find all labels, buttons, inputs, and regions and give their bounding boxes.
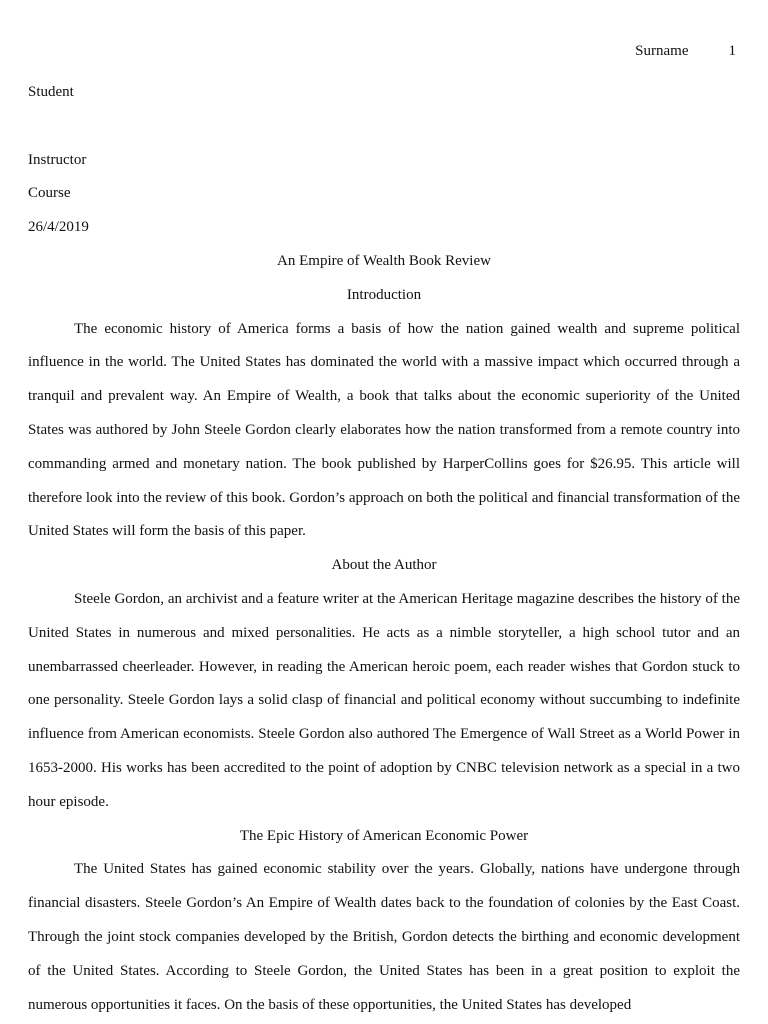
paragraph-introduction: The economic history of America forms a basis of how the nation gained wealth and supreme political influence in the world. The United States has dominated the world with a massive impact which occurred through a tranquil and prevalent way. An Empire of Wealth, a book that talks about the economic superiority of the United States was authored by John Steele Gordon clearly elaborates how the nation transformed from a remote country into commanding armed and monetary nation. The book published by HarperCollins goes for $26.95. This article will therefore look into the review of this book. Gordon’s approach on both the political and financial transformation of the United States will form the basis of this paper.: [28, 320, 740, 540]
course-name: Course: [28, 185, 71, 202]
instructor-name: Instructor: [28, 151, 87, 168]
running-header: [635, 43, 736, 60]
section-heading-epic-history: The Epic History of American Economic Power: [239, 827, 529, 844]
student-name: Student: [28, 84, 74, 100]
section-epic-history: [28, 853, 740, 1022]
page-number: 1: [728, 43, 736, 59]
paragraph-epic-history: The United States has gained economic stability over the years. Globally, nations have undergone through financial disasters. Steele Gordon’s An Empire of Wealth dates back to the foundation of colonies by the East Coast. Through the joint stock companies developed by the British, Gordon detects the birthing and economic development of the United States. According to Steele Gordon, the United States has been in a great position to exploit the numerous opportunities it faces. On the basis of these opportunities, the United States has developed: [28, 861, 740, 1013]
section-heading-about-author: About the Author: [331, 557, 437, 574]
document-body: [28, 76, 740, 1022]
submission-date: 26/4/2019: [28, 219, 89, 236]
document-title: An Empire of Wealth Book Review: [277, 252, 491, 269]
header-surname: Surname: [635, 43, 689, 59]
blank-line: [28, 110, 740, 144]
paragraph-about-author: Steele Gordon, an archivist and a feature writer at the American Heritage magazine describes the history of the United States in numerous and mixed personalities. He acts as a nimble storyteller, a high school tutor and an unembarrassed cheerleader. However, in reading the American heroic poem, each reader wishes that Gordon stuck to one personality. Steele Gordon lays a solid clasp of financial and political economy without succumbing to indefinite influence from American economists. Steele Gordon also authored The Emergence of Wall Street as a World Power in 1653-2000. His works has been accredited to the point of adoption by CNBC television network as a special in a two hour episode.: [28, 590, 740, 810]
section-introduction: [28, 313, 740, 550]
section-heading-introduction: Introduction: [346, 286, 422, 303]
section-about-author: [28, 583, 740, 820]
